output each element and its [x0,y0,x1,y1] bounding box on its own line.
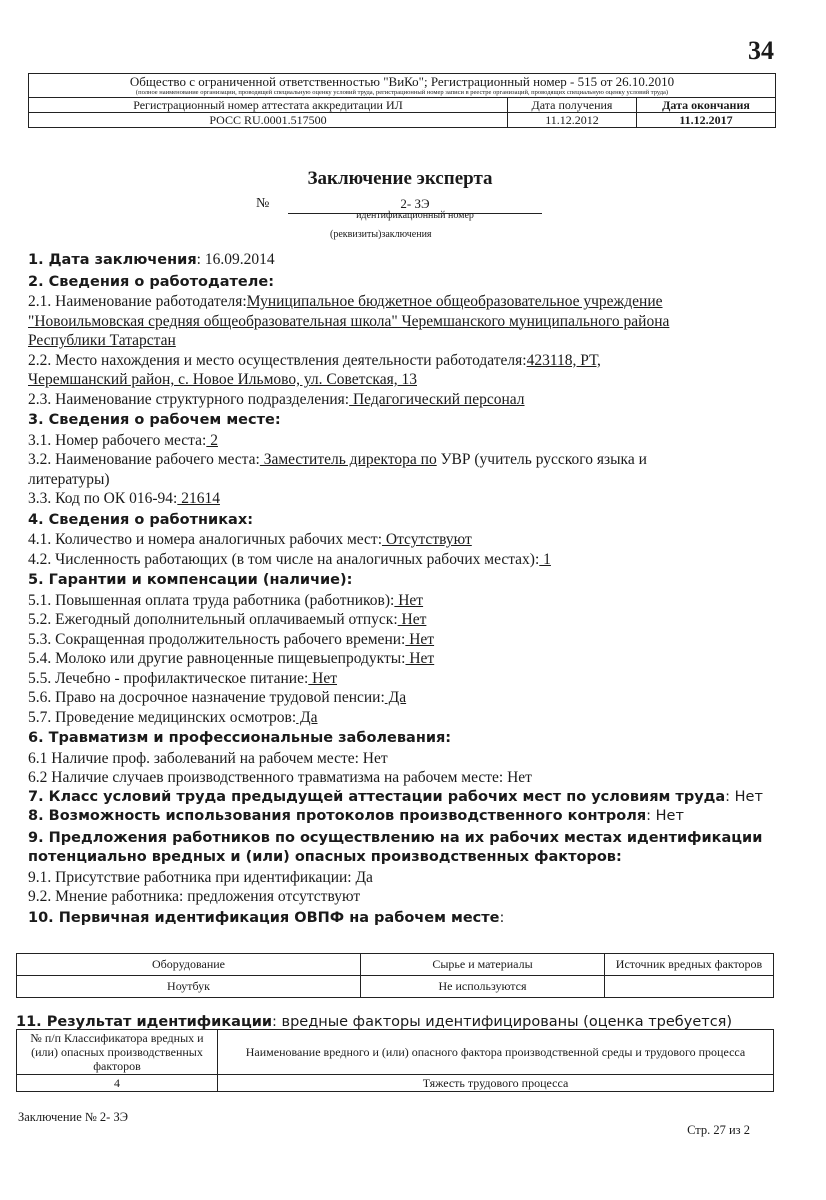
accreditation-number: РОСС RU.0001.517500 [29,113,508,128]
guarantee-value: Нет [394,591,424,609]
department-label: 2.3. Наименование структурного подразделения: [28,390,350,408]
conclusion-body [28,250,788,928]
section-10-heading [28,909,788,929]
workplace-name-row [28,450,788,470]
section-7-value: : Нет [725,788,763,805]
guarantee-row [28,610,788,630]
guarantee-label: 5.5. Лечебно - профилактическое питание: [28,669,309,687]
guarantee-value: Нет [405,630,435,648]
section-5-heading: 5. Гарантии и компенсации (наличие): [28,572,353,588]
guarantee-label: 5.3. Сокращенная продолжительность рабочего времени: [28,630,406,648]
table-header-cell: № п/п Классификатора вредных и (или) опасных производственных факторов [17,1030,218,1075]
guarantee-label: 5.4. Молоко или другие равноценные пищевыепродукты: [28,650,406,667]
employer-address-label: 2.2. Место нахождения и место осуществления деятельности работодателя: [28,351,527,369]
conclusion-date: : 16.09.2014 [196,251,275,268]
org-name: Общество с ограниченной ответственностью "ВиКо"; Регистрационный номер - 515 от 26.10.2010 [129,74,675,89]
employer-name-cont2: Республики Татарстан [28,332,176,349]
injury-cases: 6.2 Наличие случаев производственного травматизма на рабочем месте: Нет [28,769,532,786]
table-header-cell: Оборудование [17,954,361,976]
received-label: Дата получения [508,98,637,113]
guarantee-row [28,688,788,708]
section-7-label: 7. Класс условий труда предыдущей аттестации рабочих мест по условиям труда [28,788,726,805]
section-6-heading: 6. Травматизм и профессиональные заболевания: [28,730,452,746]
ok-code-label: 3.3. Код по ОК 016-94: [28,490,178,507]
workplace-number-value: 2 [206,431,218,449]
identification-result-table [16,1029,774,1092]
employer-address-cont: Черемшанский район, с. Новое Ильмово, ул. Советская, 13 [28,371,417,388]
guarantee-label: 5.6. Право на досрочное назначение трудовой пенсии: [28,689,385,706]
section-10-colon: : [499,909,505,926]
table-cell: Не используются [361,976,605,998]
workplace-name-label: 3.2. Наименование рабочего места: [28,451,260,468]
received-value: 11.12.2012 [508,113,637,128]
worker-opinion: 9.2. Мнение работника: предложения отсутствуют [28,888,361,905]
workplace-number-label: 3.1. Номер рабочего места: [28,431,207,449]
guarantee-row [28,649,788,669]
number-caption: идентификационный номер [356,210,474,221]
employer-address-row [28,351,788,371]
occupational-diseases: 6.1 Наличие проф. заболеваний на рабочем месте: Нет [28,749,388,767]
number-caption-details: (реквизиты)заключения [330,229,432,240]
accreditation-label: Регистрационный номер аттестата аккредитации ИЛ [29,98,508,113]
lab-header-table [28,73,776,128]
section-8-label: 8. Возможность использования протоколов производственного контроля [28,808,647,824]
section-4-heading: 4. Сведения о работниках: [28,511,253,528]
department-value: Педагогический персонал [349,390,525,408]
guarantee-value: Да [384,689,407,706]
guarantee-value: Нет [308,669,338,687]
section-11-label: 11. Результат идентификации [16,1014,273,1030]
guarantee-label: 5.2. Ежегодный дополнительный оплачиваемый отпуск: [28,611,398,628]
section-3-heading: 3. Сведения о рабочем месте: [28,412,281,428]
footer-conclusion-ref: Заключение № 2- ЗЭ [18,1110,128,1124]
employee-count-value: 1 [539,550,551,568]
employer-name-label: 2.1. Наименование работодателя: [28,293,247,310]
guarantee-row [28,630,788,650]
workplace-name-value: Заместитель директора по [259,451,437,468]
similar-workplaces-label: 4.1. Количество и номера аналогичных рабочих мест: [28,531,383,548]
table-cell [605,976,774,998]
expiry-label: Дата окончания [637,98,776,113]
table-header-cell: Источник вредных факторов [605,954,774,976]
org-cell [29,74,776,98]
employee-count-row [28,550,788,570]
worker-presence: 9.1. Присутствие работника при идентификации: Да [28,868,373,886]
employer-name-cont1: "Новоильмовская средняя общеобразовательная школа" Черемшанского муниципального района [28,312,670,330]
section-9-heading-cont: потенциально вредных и (или) опасных производственных факторов: [28,849,622,865]
guarantee-label: 5.7. Проведение медицинских осмотров: [28,708,297,726]
employer-address-value: 423118, РТ, [526,351,601,369]
section-1-label: 1. Дата заключения [28,252,197,268]
section-8 [28,807,788,827]
employer-name-row [28,292,788,312]
table-cell: 4 [17,1075,218,1092]
number-sign: № [256,196,270,211]
page-number: 34 [748,36,774,65]
employer-name-value: Муниципальное бюджетное общеобразовательное учреждение [246,293,663,310]
workplace-name-rest: УВР (учитель русского языка и [436,451,647,468]
guarantee-label: 5.1. Повышенная оплата труда работника (работников): [28,591,395,609]
ok-code-value: 21614 [177,490,220,507]
workplace-name-cont: литературы) [28,470,110,488]
guarantee-row [28,708,788,728]
ok-code-row [28,489,788,509]
footer-page: Стр. 27 из 2 [687,1123,750,1137]
guarantee-value: Нет [405,650,435,667]
section-11-result: : вредные факторы идентифицированы (оценка требуется) [272,1014,733,1030]
similar-workplaces-value: Отсутствуют [382,531,472,548]
expiry-value: 11.12.2017 [637,113,776,128]
org-note: (полное наименование организации, проводящей специальную оценку условий труда, регистрационный номер записи в реестре организаций, проводящих специальную оценку условий труда) [135,89,669,96]
guarantee-value: Да [296,708,318,726]
table-cell: Тяжесть трудового процесса [218,1075,774,1092]
hazard-identification-table [16,953,774,998]
section-1 [28,250,788,271]
document-title: Заключение эксперта [307,168,493,189]
section-7 [28,788,788,808]
table-cell: Ноутбук [17,976,361,998]
section-2-heading: 2. Сведения о работодателе: [28,273,274,290]
similar-workplaces-row [28,530,788,550]
section-8-value: : Нет [646,808,684,824]
table-row [17,976,774,998]
table-header-cell: Наименование вредного и (или) опасного фактора производственной среды и трудового процесса [218,1030,774,1075]
conclusion-number: 2- ЗЭ [288,196,542,214]
guarantee-row [28,591,788,611]
section-10-label: 10. Первичная идентификация ОВПФ на рабочем месте [28,909,500,926]
table-header-cell: Сырье и материалы [361,954,605,976]
department-row [28,390,788,410]
section-9-heading: 9. Предложения работников по осуществлению на их рабочих местах идентификации [28,829,763,846]
guarantee-value: Нет [397,611,427,628]
workplace-number-row [28,431,788,451]
table-row [17,1075,774,1092]
employee-count-label: 4.2. Численность работающих (в том числе на аналогичных рабочих местах): [28,550,540,568]
guarantee-row [28,669,788,689]
